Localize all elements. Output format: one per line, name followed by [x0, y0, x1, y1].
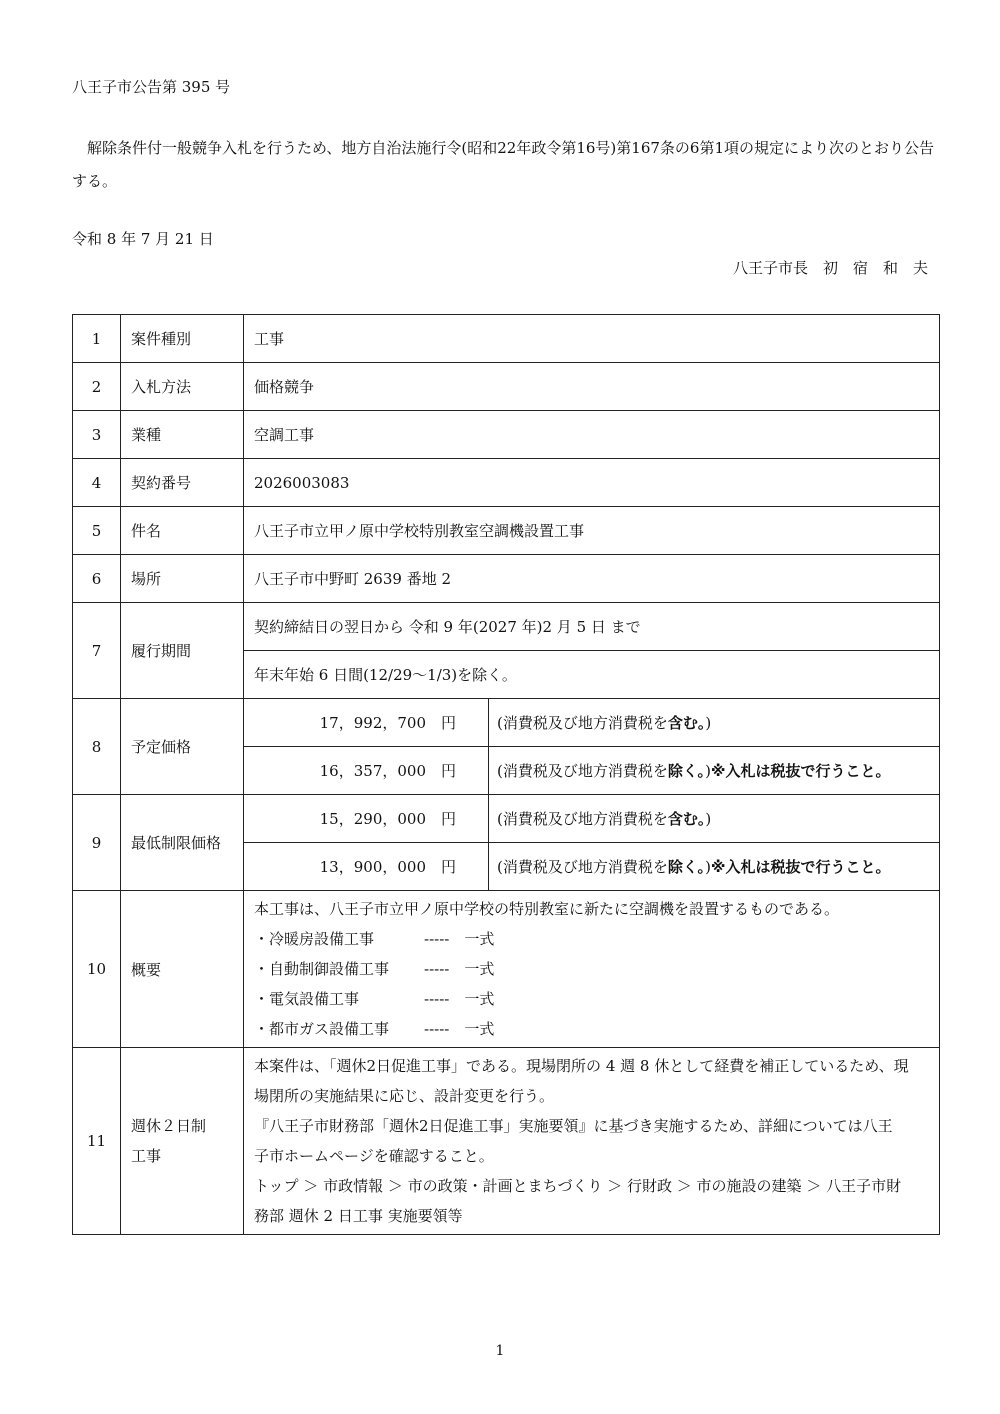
table-row: [73, 507, 940, 555]
minimum-price-incl-tax: 15，290，000 円: [244, 795, 489, 843]
row-number: 1: [73, 315, 121, 363]
tax-note-excl: (消費税及び地方消費税を除く。)※入札は税抜で行うこと。: [489, 843, 940, 891]
row-label: 概要: [121, 891, 244, 1048]
web-path: 務部 週休 2 日工事 実施要領等: [254, 1207, 463, 1225]
table-row: [73, 699, 940, 747]
tax-note-incl: (消費税及び地方消費税を含む。): [489, 795, 940, 843]
tax-note-incl: (消費税及び地方消費税を含む。): [489, 699, 940, 747]
table-row: [73, 411, 940, 459]
table-row: [73, 315, 940, 363]
row-value: 八王子市中野町 2639 番地 2: [244, 555, 940, 603]
row-label: 週休２日制 工事: [121, 1048, 244, 1235]
row-number: 4: [73, 459, 121, 507]
row-number: 9: [73, 795, 121, 891]
row-number: 6: [73, 555, 121, 603]
period-exclusion: 年末年始 6 日間(12/29～1/3)を除く。: [244, 651, 940, 699]
overview-item: ・電気設備工事 ----- 一式: [254, 990, 495, 1008]
page-number: 1: [495, 1343, 505, 1359]
row-number: 11: [73, 1048, 121, 1235]
overview-item: ・自動制御設備工事 ----- 一式: [254, 960, 495, 978]
row-number: 5: [73, 507, 121, 555]
row-value: 価格競争: [244, 363, 940, 411]
overview-item: ・冷暖房設備工事 ----- 一式: [254, 930, 495, 948]
row-value: 空調工事: [244, 411, 940, 459]
overview-intro: 本工事は、八王子市立甲ノ原中学校の特別教室に新たに空調機を設置するものである。: [254, 900, 840, 918]
table-row: [73, 603, 940, 651]
bid-note: ※入札は税抜で行うこと。: [710, 858, 891, 876]
row-number: 3: [73, 411, 121, 459]
bid-note: ※入札は税抜で行うこと。: [710, 762, 891, 780]
table-row: [73, 459, 940, 507]
table-row: [73, 891, 940, 1048]
notice-date: 令和 8 年 7 月 21 日: [72, 230, 214, 248]
row-label: 履行期間: [121, 603, 244, 699]
row-number: 2: [73, 363, 121, 411]
notice-number: 八王子市公告第 395 号: [72, 78, 231, 96]
web-path: トップ ＞ 市政情報 ＞ 市の政策・計画とまちづくり ＞ 行財政 ＞ 市の施設の建築 ＞ 八王子市財: [254, 1177, 902, 1195]
table-row: [73, 555, 940, 603]
row-label: 契約番号: [121, 459, 244, 507]
spec-table: [72, 314, 940, 1235]
table-row: [73, 795, 940, 843]
notice-signer: 八王子市長 初 宿 和 夫: [732, 259, 928, 277]
row-number: 7: [73, 603, 121, 699]
notice-intro: 解除条件付一般競争入札を行うため、地方自治法施行令(昭和22年政令第16号)第167条の6第1項の規定により次のとおり公告する。: [72, 139, 935, 190]
row-label: 予定価格: [121, 699, 244, 795]
table-row: [73, 1048, 940, 1235]
row-number: 10: [73, 891, 121, 1048]
row-label: 場所: [121, 555, 244, 603]
tax-note-excl: (消費税及び地方消費税を除く。)※入札は税抜で行うこと。: [489, 747, 940, 795]
row-label: 件名: [121, 507, 244, 555]
row-label: 最低制限価格: [121, 795, 244, 891]
overview-item: ・都市ガス設備工事 ----- 一式: [254, 1020, 495, 1038]
performance-period: 契約締結日の翌日から 令和 9 年(2027 年)2 月 5 日 まで: [244, 603, 940, 651]
planned-price-excl-tax: 16，357，000 円: [244, 747, 489, 795]
row-label: 入札方法: [121, 363, 244, 411]
two-day-off-block: 本案件は、「週休2日促進工事」である。現場閉所の 4 週 8 休として経費を補正しているため、現 場閉所の実施結果に応じ、設計変更を行う。 『八王子市財務部「週休2日促進工事」実施要領』に基づき実施するため、詳細については八王 子市ホームページを確認すること。 トップ ＞ 市政情報 ＞ 市の政策・計画とまちづくり ＞ 行財政 ＞ 市の施設の建築 ＞ 八王子市財 務部 週休 2 日工事 実施要領等: [244, 1048, 940, 1235]
row-value: 八王子市立甲ノ原中学校特別教室空調機設置工事: [244, 507, 940, 555]
row-value: 工事: [244, 315, 940, 363]
row-label: 案件種別: [121, 315, 244, 363]
minimum-price-excl-tax: 13，900，000 円: [244, 843, 489, 891]
row-label: 業種: [121, 411, 244, 459]
row-value: 2026003083: [244, 459, 940, 507]
planned-price-incl-tax: 17，992，700 円: [244, 699, 489, 747]
row-number: 8: [73, 699, 121, 795]
table-row: [73, 363, 940, 411]
overview-block: [244, 891, 940, 1048]
